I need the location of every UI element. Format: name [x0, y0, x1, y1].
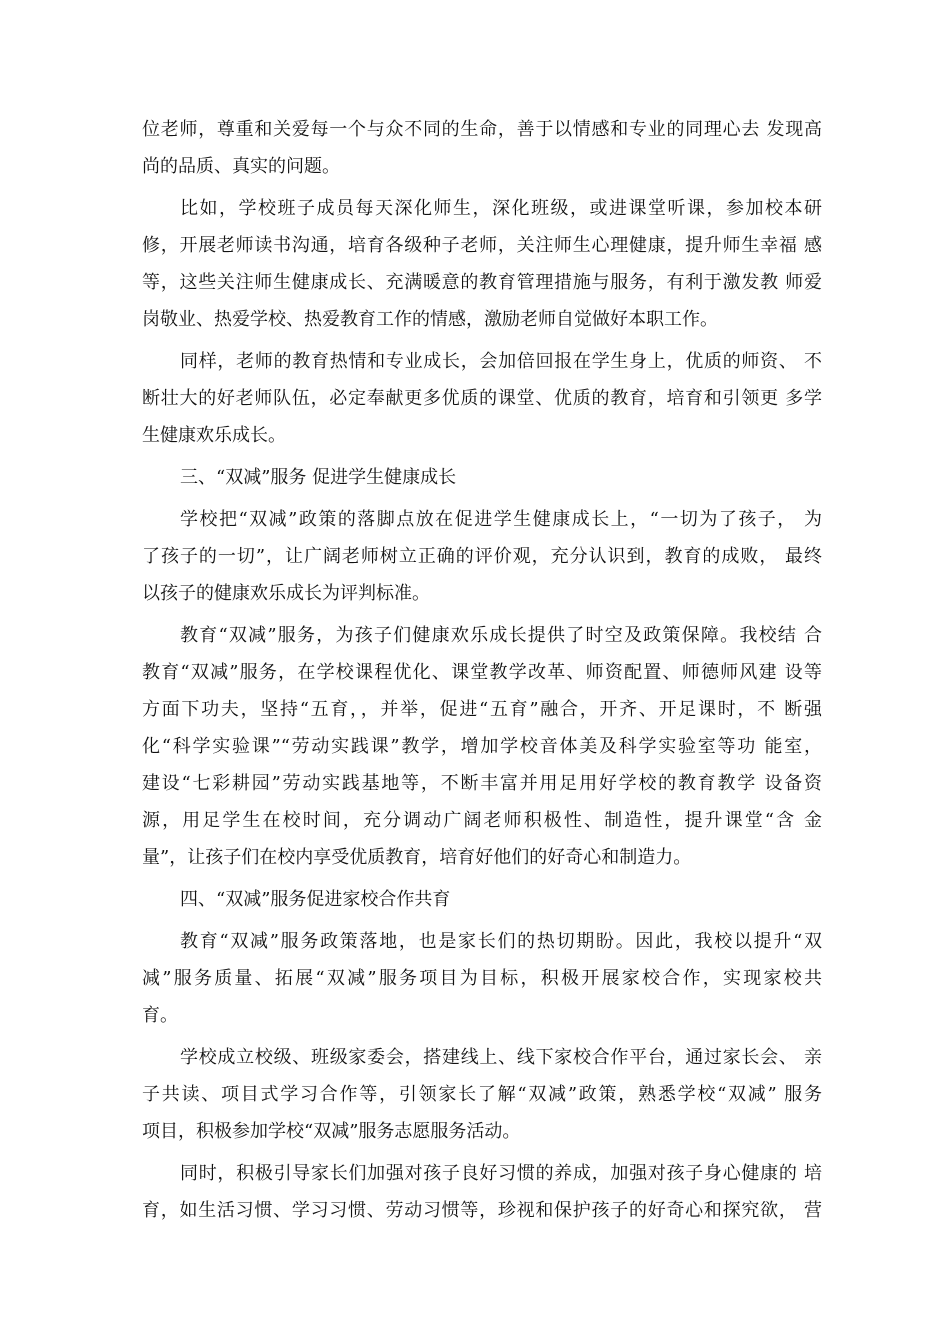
text-line: 教育“双减”服务，在学校课程优化、课堂教学改革、师资配置、师德师风建 设等 — [142, 662, 822, 683]
paragraph — [142, 1155, 822, 1229]
text-line: 尚的品质、真实的问题。 — [142, 156, 340, 177]
paragraph — [142, 1039, 822, 1150]
paragraph — [142, 617, 822, 876]
text-line: 建设“七彩耕园”劳动实践基地等，不断丰富并用足用好学校的教育教学 设备资 — [142, 773, 822, 794]
text-line: 学校成立校级、班级家委会，搭建线上、线下家校合作平台，通过家长会、 亲 — [180, 1047, 822, 1068]
paragraph — [142, 923, 822, 1034]
text-line: 岗敬业、热爱学校、热爱教育工作的情感，激励老师自觉做好本职工作。 — [142, 309, 718, 330]
paragraph — [142, 459, 822, 496]
text-line: 同样，老师的教育热情和专业成长，会加倍回报在学生身上，优质的师资、 不 — [180, 351, 822, 372]
text-line: 子共读、项目式学习合作等，引领家长了解“双减”政策，熟悉学校“双减” 服务 — [142, 1084, 822, 1105]
text-line: 了孩子的一切”，让广阔老师树立正确的评价观，充分认识到，教育的成败， 最终 — [142, 546, 822, 567]
text-line: 同时，积极引导家长们加强对孩子良好习惯的养成，加强对孩子身心健康的 培 — [180, 1163, 822, 1184]
document-page — [142, 111, 822, 1229]
text-line: 学校把“双减”政策的落脚点放在促进学生健康成长上，“一切为了孩子， 为 — [180, 509, 822, 530]
text-line: 育。 — [142, 1005, 178, 1026]
text-line: 项目，积极参加学校“双减”服务志愿服务活动。 — [142, 1121, 521, 1142]
text-line: 教育“双减”服务，为孩子们健康欢乐成长提供了时空及政策保障。我校结 合 — [180, 625, 822, 646]
text-line: 源，用足学生在校时间，充分调动广阔老师积极性、制造性，提升课堂“含 金 — [142, 810, 822, 831]
text-line: 比如，学校班子成员每天深化师生，深化班级，或进课堂听课，参加校本研 — [180, 198, 822, 219]
text-line: 量”，让孩子们在校内享受优质教育，培育好他们的好奇心和制造力。 — [142, 847, 692, 868]
paragraph — [142, 111, 822, 185]
paragraph — [142, 190, 822, 338]
text-line: 以孩子的健康欢乐成长为评判标准。 — [142, 583, 430, 604]
text-line: 等，这些关注师生健康成长、充满暖意的教育管理措施与服务，有利于激发教 师爱 — [142, 272, 822, 293]
text-line: 减”服务质量、拓展“双减”服务项目为目标，积极开展家校合作，实现家校共 — [142, 968, 822, 989]
text-line: 教育“双减”服务政策落地，也是家长们的热切期盼。因此，我校以提升“双 — [180, 931, 822, 952]
text-line: 方面下功夫，坚持“五育，，并举，促进“五育”融合，开齐、开足课时，不 断强 — [142, 699, 822, 720]
text-line: 育，如生活习惯、学习习惯、劳动习惯等，珍视和保护孩子的好奇心和探究欲， 营 — [142, 1200, 822, 1221]
text-line: 四、“双减”服务促进家校合作共育 — [180, 889, 451, 910]
text-line: 生健康欢乐成长。 — [142, 425, 286, 446]
paragraph — [142, 881, 822, 918]
text-line: 三、“双减”服务 促进学生健康成长 — [180, 467, 457, 488]
paragraph — [142, 343, 822, 454]
text-line: 化“科学实验课”“劳动实践课”教学，增加学校音体美及科学实验室等功 能室， — [142, 736, 822, 757]
paragraph — [142, 501, 822, 612]
text-line: 断壮大的好老师队伍，必定奉献更多优质的课堂、优质的教育，培育和引领更 多学 — [142, 388, 822, 409]
text-line: 位老师，尊重和关爱每一个与众不同的生命，善于以情感和专业的同理心去 发现高 — [142, 119, 822, 140]
text-line: 修，开展老师读书沟通，培育各级种子老师，关注师生心理健康，提升师生幸福 感 — [142, 235, 822, 256]
